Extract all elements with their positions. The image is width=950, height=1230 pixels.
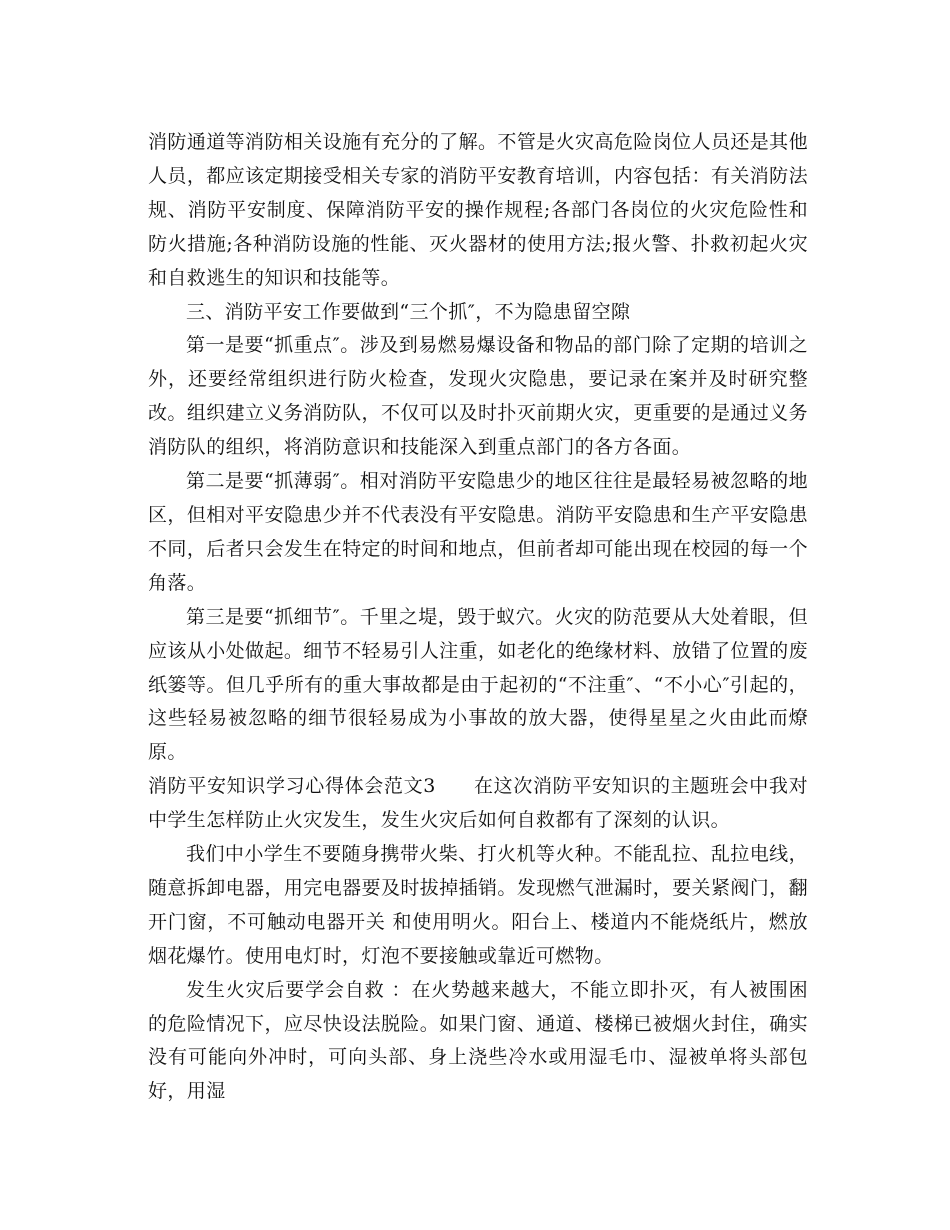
paragraph-1: 消防通道等消防相关设施有充分的了解。不管是火灾高危险岗位人员还是其他人员，都应该定期接受相关专家的消防平安教育培训，内容包括：有关消防法规、消防平安制度、保障消防平安的操作规程;各部门各岗位的火灾危险性和防火措施;各种消防设施的性能、灭火器材的使用方法;报火警、扑救初起火灾和自救逃生的知识和技能等。 [148,131,808,289]
paragraph-self-rescue: 发生火灾后要学会自救 ：在火势越来越大，不能立即扑灭，有人被围困的危险情况下，应尽快设法脱险。如果门窗、通道、楼梯已被烟火封住，确实没有可能向外冲时，可向头部、身上浇些冷水或用湿毛巾、湿被单将头部包好，用湿 [148,978,808,1103]
paragraph-grab-key-points: 第一是要“抓重点″。涉及到易燃易爆设备和物品的部门除了定期的培训之外，还要经常组织进行防火检查，发现火灾隐患，要记录在案并及时研究整改。组织建立义务消防队，不仅可以及时扑灭前期火灾，更重要的是通过义务消防队的组织，将消防意识和技能深入到重点部门的各方各面。 [148,334,808,459]
document-body [148,126,808,1109]
paragraph-grab-weak-points: 第二是要“抓薄弱″。相对消防平安隐患少的地区往往是最轻易被忽略的地区，但相对平安隐患少并不代表没有平安隐患。消防平安隐患和生产平安隐患不同，后者只会发生在特定的时间和地点，但前者却可能出现在校园的每一个角落。 [148,470,808,594]
section-heading-three-grabs: 三、消防平安工作要做到“三个抓″，不为隐患留空隙 [186,300,631,323]
paragraph-students-fire-safety: 我们中小学生不要随身携带火柴、打火机等火种。不能乱拉、乱拉电线，随意拆卸电器，用完电器要及时拔掉插销。发现燃气泄漏时，要关紧阀门，翻开门窗，不可触动电器开关 和使用明火。阳台上、楼道内不能烧纸片，燃放烟花爆竹。使用电灯时，灯泡不要接触或靠近可燃物。 [148,843,808,967]
sample-3-title: 消防平安知识学习心得体会范文3 [148,775,436,798]
paragraph-sample-3 [148,770,808,838]
sample-3-text: 在这次消防平安知识的主题班会中我对中学生怎样防止火灾发生，发生火灾后如何自救都有了深刻的认识。 [148,775,808,832]
paragraph-grab-details: 第三是要“抓细节″。千里之堤，毁于蚁穴。火灾的防范要从大处着眼，但应该从小处做起。细节不轻易引人注重，如老化的绝缘材料、放错了位置的废纸篓等。但几乎所有的重大事故都是由于起初的“不注重″、“不小心″引起的，这些轻易被忽略的细节很轻易成为小事故的放大器，使得星星之火由此而燎原。 [148,605,808,764]
